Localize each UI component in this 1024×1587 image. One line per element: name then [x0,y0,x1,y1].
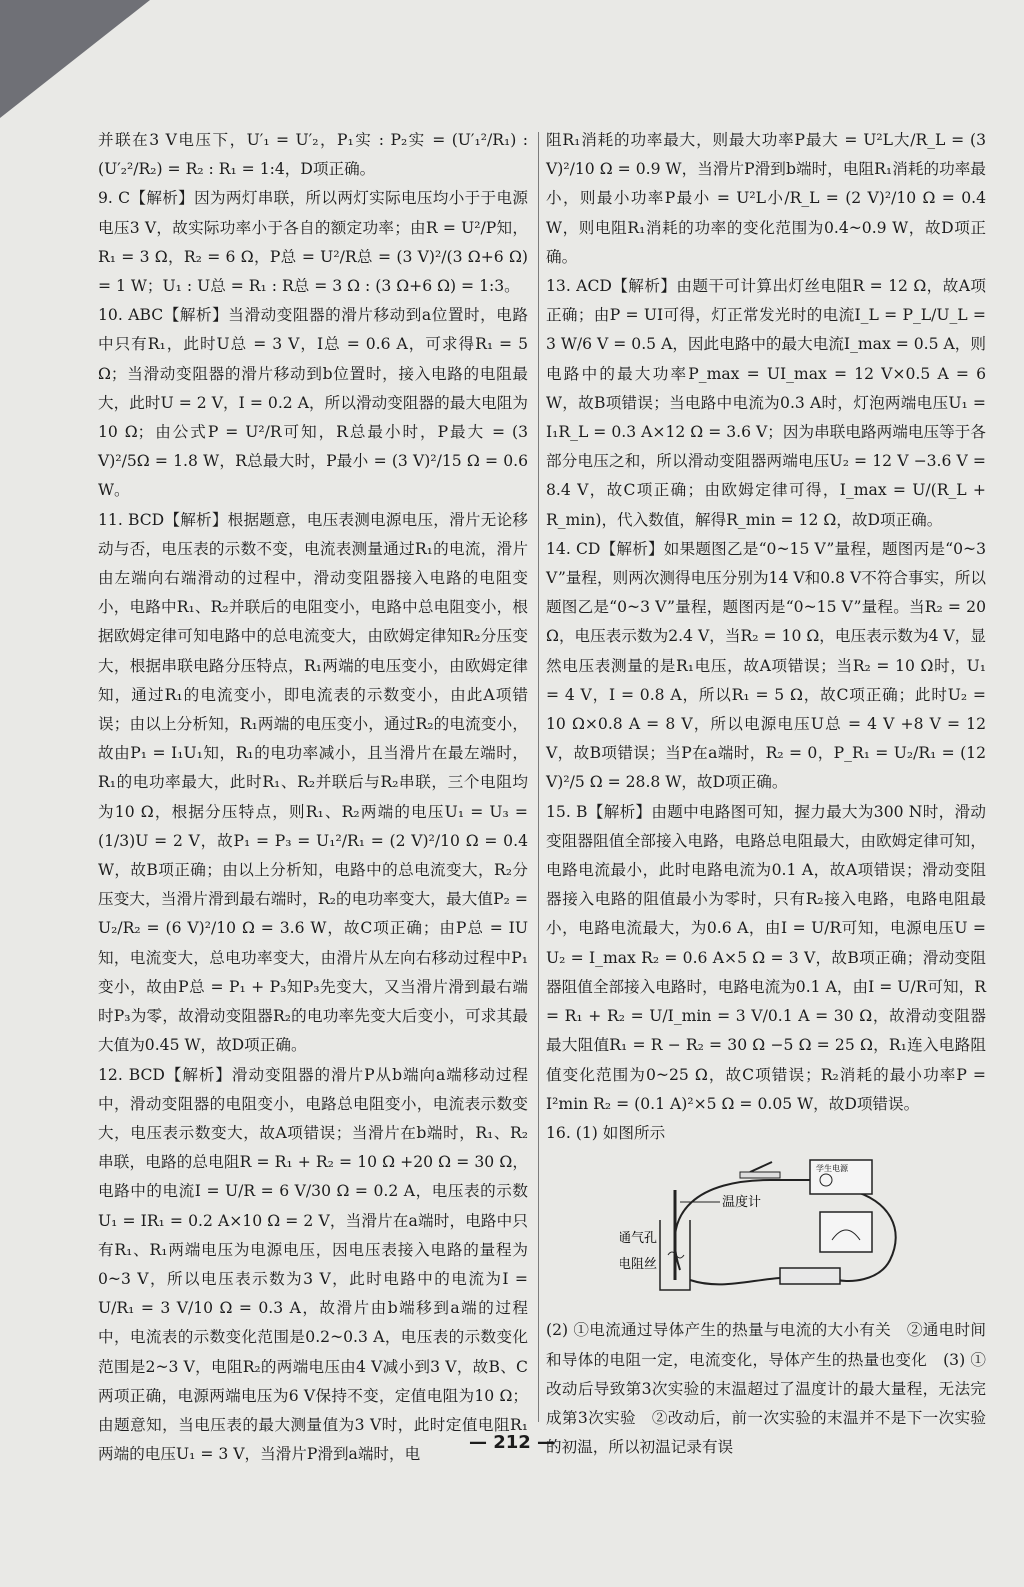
column-divider [538,132,539,1422]
answer-10: 10. ABC【解析】当滑动变阻器的滑片移动到a位置时，电路中只有R₁，此时U总 = 3 V，I总 = 0.6 A，可求得R₁ = 5 Ω；当滑动变阻器的滑片移动到b位置时，接入电路的电阻最大，此时U = 2 V，I = 0.2 A，所以滑动变阻器的最大电阻为10 Ω；由公式P = U²/R可知，R总最小时，P最大 = (3 V)²/5Ω = 1.8 W，R总最大时，P最小 = (3 V)²/15 Ω = 0.6 W。 [98,306,528,500]
answer-9: 9. C【解析】因为两灯串联，所以两灯实际电压均小于于电源电压3 V，故实际功率小于各自的额定功率；由R = U²/P知，R₁ = 3 Ω，R₂ = 6 Ω，P总 = U²/R总 = (3 V)²/(3 Ω+6 Ω) = 1 W；U₁ : U总 = R₁ : R总 = 3 Ω : (3 Ω+6 Ω) = 1:3。 [98,189,528,296]
circuit-figure [620,1150,910,1302]
wire-label: 电阻丝 [620,1257,658,1273]
answer-12: 12. BCD【解析】滑动变阻器的滑片P从b端向a端移动过程中，滑动变阻器的电阻变小，电路总电阻变小，电流表示数变大，电压表示数变大，故A项错误；当滑片在b端时，R₁、R₂串联，电路的总电阻R = R₁ + R₂ = 10 Ω +20 Ω = 30 Ω，电路中的电流I = U/R = 6 V/30 Ω = 0.2 A，电压表的示数U₁ = IR₁ = 0.2 A×10 Ω = 2 V，当滑片在a端时，电路中只有R₁、R₁两端电压为电源电压，因电压表接入电路的量程为0~3 V，所以电压表示数为3 V，此时电路中的电流为I = U/R₁ = 3 V/10 Ω = 0.3 A，故滑片由b端移到a端的过程中，电流表的示数变化范围是0.2~0.3 A，电压表的示数变化范围是2~3 V，电阻R₂的两端电压由4 V减小到3 V，故B、C两项正确，电源两端电压为6 V保持不变，定值电阻为10 Ω；由题意知，当电压表的最大测量值为3 V时，此时定值电阻R₁两端的电压U₁ = 3 V，当滑片P滑到a端时，电 [98,1065,528,1464]
right-column [546,126,986,1462]
answer-16-part2: (2) ①电流通过导体产生的热量与电流的大小有关 ②通电时间和导体的电阻一定，电流变化，导体产生的热量也变化 (3) ①改动后导致第3次实验的末温超过了温度计的最大量程，无法完成第3次实验 ②改动后，前一次实验的末温并不是下一次实验的初温，所以初温记录有误 [546,1321,986,1457]
answer-11: 11. BCD【解析】根据题意，电压表测电源电压，滑片无论移动与否，电压表的示数不变，电流表测量通过R₁的电流，滑片由左端向右端滑动的过程中，滑动变阻器接入电路的电阻变小，电路中R₁、R₂并联后的电阻变小，电路中总电阻变小，根据欧姆定律可知电路中的总电流变大，由欧姆定律知R₂分压变大，根据串联电路分压特点，R₁两端的电压变小，由欧姆定律知，通过R₁的电流变小，即电流表的示数变小，由此A项错误；由以上分析知，R₁两端的电压变小，通过R₂的电流变小，故由P₁ = I₁U₁知，R₁的电功率减小，且当滑片在最左端时，R₁的电功率最大，此时R₁、R₂并联后与R₂串联，三个电阻均为10 Ω，根据分压特点，则R₁、R₂两端的电压U₁ = U₃ = (1/3)U = 2 V，故P₁ = P₃ = U₁²/R₁ = (2 V)²/10 Ω = 0.4 W，故B项正确；由以上分析知，电路中的总电流变大，R₂分压变大，当滑片滑到最右端时，R₂的电功率变大，最大值P₂ = U₂/R₂ = (6 V)²/10 Ω = 3.6 W，故C项正确；由P总 = IU知，电流变大，总电功率变大，由滑片从左向右移动过程中P₁变小，故由P总 = P₁ + P₃知P₃先变大，又当滑片滑到最右端时P₃为零，故滑动变阻器R₂的电功率先变大后变小，可求其最大值为0.45 W，故D项正确。 [98,510,528,1055]
wire-bottom [690,1278,780,1284]
left-column [98,126,528,1469]
wire-top-left [675,1180,810,1270]
ammeter-icon [820,1212,872,1252]
page-number: — 212 — [468,1432,556,1453]
answer-16-part1: 16. (1) 如图所示 [546,1123,666,1142]
vent-label: 通气孔 [620,1231,658,1247]
page-corner-fold [0,0,150,118]
answer-13: 13. ACD【解析】由题干可计算出灯丝电阻R = 12 Ω，故A项正确；由P = UI可得，灯正常发光时的电流I_L = P_L/U_L = 3 W/6 V = 0.5 A，因此电路中的最大电流I_max = 0.5 A，则电路中的最大功率P_max = UI_max = 12 V×0.5 A = 6 W，故B项错误；当电路中电流为0.3 A时，灯泡两端电压U₁ = I₁R_L = 0.3 A×12 Ω = 3.6 V；因为串联电路两端电压等于各部分电压之和，所以滑动变阻器两端电压U₂ = 12 V −3.6 V = 8.4 V，故C项正确；由欧姆定律可得，I_max = U/(R_L + R_min)，代入数值，解得R_min = 12 Ω，故D项正确。 [546,277,986,529]
power-supply-label: 学生电源 [816,1164,848,1174]
switch-icon [750,1162,772,1172]
answer-12-continued: 阻R₁消耗的功率最大，则最大功率P最大 = U²L大/R_L = (3 V)²/10 Ω = 0.9 W，当滑片P滑到b端时，电阻R₁消耗的功率最小，则最小功率P最小 = U²L小/R_L = (2 V)²/10 Ω = 0.4 W，则电阻R₁消耗的功率的变化范围为0.4~0.9 W，故D项正确。 [546,131,986,266]
answer-15: 15. B【解析】由题中电路图可知，握力最大为300 N时，滑动变阻器阻值全部接入电路，电路总电阻最大，由欧姆定律可知，电路电流最小，此时电路电流为0.1 A，故A项错误；滑动变阻器接入电路的阻值最小为零时，只有R₂接入电路，电路电阻最小，电路电流最大，为0.6 A，由I = U/R可知，电源电压U = U₂ = I_max R₂ = 0.6 A×5 Ω = 3 V，故B项正确；滑动变阻器阻值全部接入电路时，电路电流为0.1 A，由I = U/R可知，R = R₁ + R₂ = U/I_min = 3 V/0.1 A = 30 Ω，故滑动变阻器最大阻值R₁ = R − R₂ = 30 Ω −5 Ω = 25 Ω，R₁连入电路阻值变化范围为0~25 Ω，故C项错误；R₂消耗的最小功率P = I²min R₂ = (0.1 A)²×5 Ω = 0.05 W，故D项错误。 [546,802,986,1113]
answer-8-continued: 并联在3 V电压下，U′₁ = U′₂，P₁实 : P₂实 = (U′₁²/R₁) : (U′₂²/R₂) = R₂ : R₁ = 1:4，D项正确。 [98,131,528,179]
answer-14: 14. CD【解析】如果题图乙是“0~15 V”量程，题图丙是“0~3 V”量程，则两次测得电压分别为14 V和0.8 V不符合事实，所以题图乙是“0~3 V”量程，题图丙是“0~15 V”量程。当R₂ = 20 Ω，电压表示数为2.4 V，当R₂ = 10 Ω，电压表示数为4 V，显然电压表测量的是R₁电压，故A项错误；当R₂ = 10 Ω时，U₁ = 4 V，I = 0.8 A，所以R₁ = 5 Ω，故C项正确；此时U₂ = 10 Ω×0.8 A = 8 V，所以电源电压U总 = 4 V +8 V = 12 V，故B项错误；当P在a端时，R₂ = 0，P_R₁ = U₂/R₁ = (12 V)²/5 Ω = 28.8 W，故D项正确。 [546,539,986,792]
switch-base [740,1172,780,1178]
thermometer-label: 温度计 [722,1195,762,1211]
rheostat-icon [780,1268,840,1284]
